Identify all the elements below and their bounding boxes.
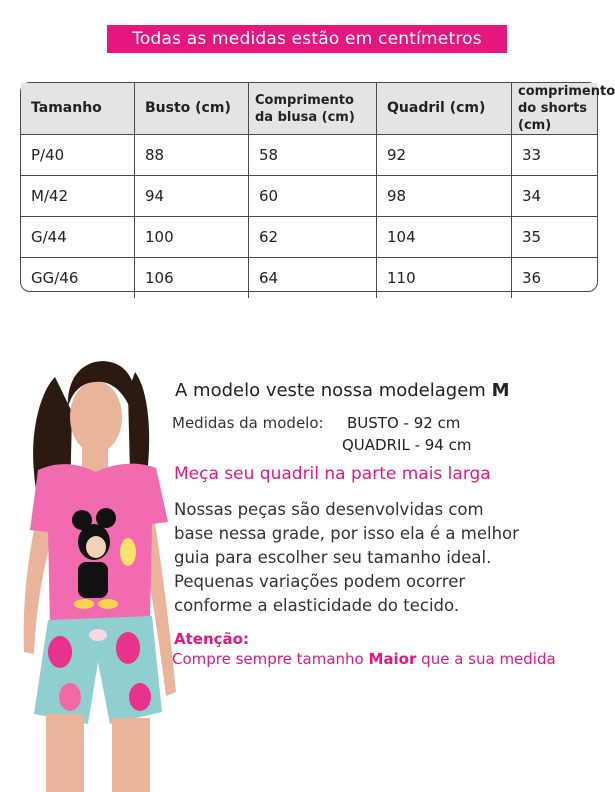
- cell-quadril: 104: [377, 217, 512, 258]
- model-photo: [0, 352, 190, 792]
- cell-quadril: 110: [377, 258, 512, 299]
- description-line: base nessa grade, por isso ela é a melhor: [174, 524, 519, 543]
- cell-comprimento-shorts: 35: [512, 217, 598, 258]
- model-headline: A modelo veste nossa modelagem M: [175, 380, 510, 401]
- model-measures-label: Medidas da modelo:: [172, 414, 324, 432]
- cell-size: G/44: [21, 217, 135, 258]
- cell-comprimento-blusa: 64: [249, 258, 377, 299]
- description-line: guia para escolher seu tamanho ideal.: [174, 548, 492, 567]
- cell-size: P/40: [21, 135, 135, 176]
- header-busto: Busto (cm): [135, 83, 249, 135]
- description-line: Nossas peças são desenvolvidas com: [174, 500, 484, 519]
- cell-comprimento-blusa: 60: [249, 176, 377, 217]
- size-advice: Compre sempre tamanho Maior que a sua medida: [172, 650, 556, 668]
- model-bust-measure: BUSTO - 92 cm: [347, 414, 461, 432]
- model-size: M: [491, 380, 510, 401]
- size-table: [20, 82, 615, 292]
- cell-comprimento-shorts: 33: [512, 135, 598, 176]
- cell-quadril: 92: [377, 135, 512, 176]
- table-row: [21, 217, 597, 258]
- header-quadril: Quadril (cm): [377, 83, 512, 135]
- cell-busto: 100: [135, 217, 249, 258]
- cell-comprimento-blusa: 58: [249, 135, 377, 176]
- cell-busto: 94: [135, 176, 249, 217]
- units-banner: Todas as medidas estão em centímetros: [107, 25, 507, 53]
- cell-size: GG/46: [21, 258, 135, 299]
- cell-comprimento-shorts: 36: [522, 269, 542, 287]
- table-row: [21, 176, 597, 217]
- cell-busto: 106: [135, 258, 249, 299]
- table-row: [21, 135, 597, 176]
- description-line: Pequenas variações podem ocorrer: [174, 572, 466, 591]
- cell-comprimento-blusa: 62: [249, 217, 377, 258]
- hip-tip: Meça seu quadril na parte mais larga: [174, 464, 491, 484]
- description: [174, 498, 519, 618]
- cell-quadril: 98: [377, 176, 512, 217]
- header-comprimento-shorts: comprimento do shorts (cm): [512, 83, 598, 135]
- table-header-row: [21, 83, 597, 135]
- attention-label: Atenção:: [174, 630, 249, 648]
- cell-busto: 88: [135, 135, 249, 176]
- cell-comprimento-shorts: 34: [512, 176, 598, 217]
- cell-size: M/42: [21, 176, 135, 217]
- model-hip-measure: QUADRIL - 94 cm: [342, 436, 472, 454]
- header-tamanho: Tamanho: [21, 83, 135, 135]
- table-row: [21, 258, 597, 299]
- description-line: conforme a elasticidade do tecido.: [174, 596, 460, 615]
- header-comprimento-blusa: Comprimento da blusa (cm): [249, 83, 377, 135]
